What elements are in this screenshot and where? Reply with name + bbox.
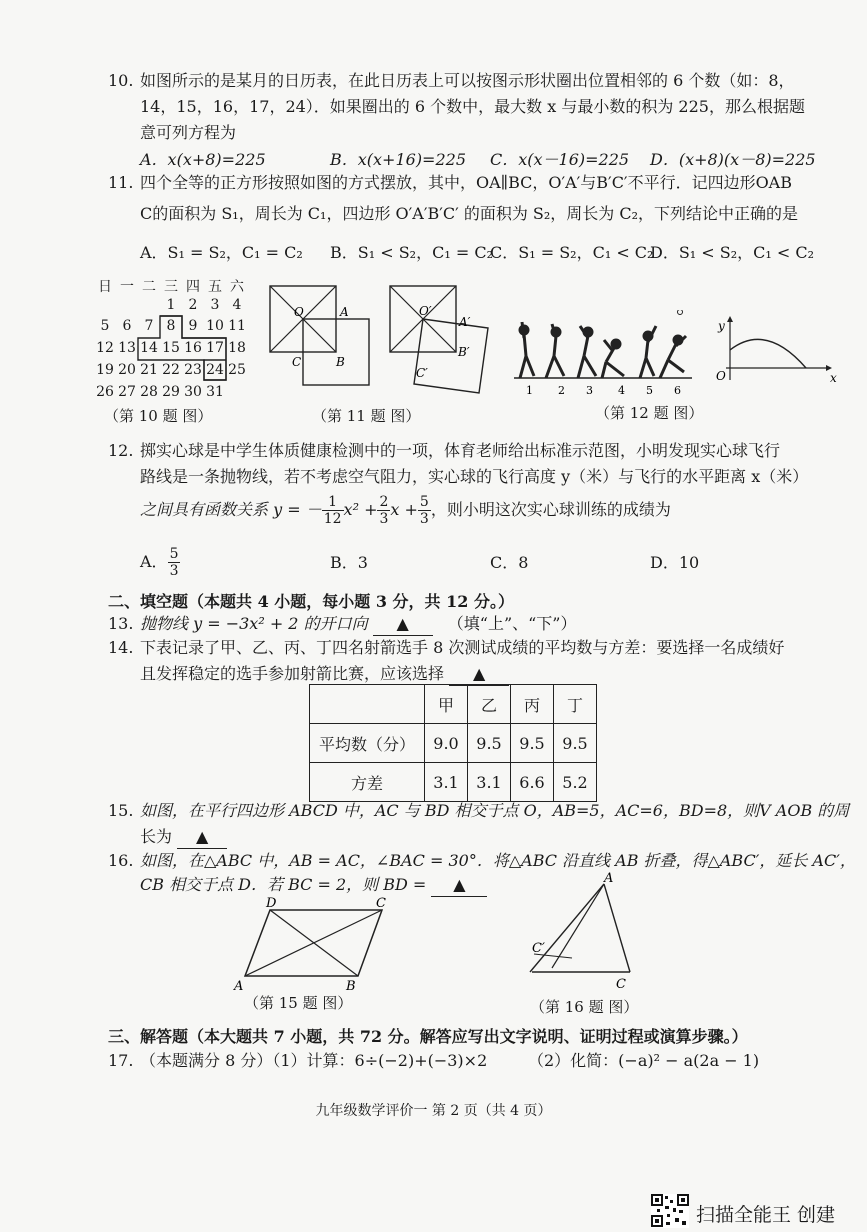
q17-part1: （本题满分 8 分）（1）计算：6÷(−2)+(−3)×2 xyxy=(140,1051,488,1070)
table-header-cell: 甲 xyxy=(425,685,468,724)
frac-denominator: 3 xyxy=(169,562,179,579)
q12-option-a-fraction xyxy=(168,546,181,579)
fig10-caption: （第 10 题 图） xyxy=(104,407,213,425)
section-2-heading: 二、填空题（本题共 4 小题，每小题 3 分，共 12 分。） xyxy=(108,592,514,611)
cal-cell: 22 xyxy=(162,362,180,378)
page-footer: 九年级数学评价一 第 2 页（共 4 页） xyxy=(315,1103,552,1119)
q12-option-d: D．10 xyxy=(650,553,700,572)
fig15-caption: （第 15 题 图） xyxy=(244,994,353,1012)
label-C: C xyxy=(376,896,386,911)
q11-line1: 四个全等的正方形按照如图的方式摆放，其中，OA∥BC，O′A′与B′C′不平行．记四边形OAB xyxy=(140,173,792,192)
pose-number: 1 xyxy=(526,384,533,397)
q10-line1: 如图所示的是某月的日历表，在此日历表上可以按图示形状圈出位置相邻的 6 个数（如：8， xyxy=(140,71,795,90)
cal-cell: 20 xyxy=(118,362,136,378)
q10-option-d: D．(x+8)(x－8)=225 xyxy=(650,150,816,169)
cal-cell: 21 xyxy=(140,362,158,378)
label-A: A xyxy=(604,871,614,886)
label-O: O xyxy=(294,305,304,319)
label-A: A xyxy=(340,305,349,319)
q13-hint: （填“上”、“下”） xyxy=(447,614,577,633)
cal-cell: 4 xyxy=(232,297,242,313)
cal-cell: 9 xyxy=(188,318,198,334)
table-header-cell xyxy=(310,685,425,724)
cal-header: 一 xyxy=(120,279,134,295)
fig12-diagram xyxy=(508,310,838,400)
q14-scores-table xyxy=(309,684,597,802)
q11-option-d: D．S₁ < S₂，C₁ < C₂ xyxy=(650,243,815,262)
cal-cell: 3 xyxy=(210,297,220,313)
fig16-caption: （第 16 题 图） xyxy=(530,998,639,1016)
q14-line1: 下表记录了甲、乙、丙、丁四名射箭选手 8 次测试成绩的平均数与方差：要选择一名成绩好 xyxy=(140,638,785,657)
fig12-caption: （第 12 题 图） xyxy=(595,404,704,422)
frac-denominator: 3 xyxy=(379,510,389,527)
fig11-diagram xyxy=(266,282,506,402)
q15-line1: 如图，在平行四边形 ABCD 中，AC 与 BD 相交于点 O，AB=5，AC=6，BD=8，则V AOB 的周 xyxy=(140,801,850,820)
cal-cell: 8 xyxy=(166,318,176,334)
q15-answer-blank[interactable]: ▲ xyxy=(177,826,227,849)
q12-option-a xyxy=(140,540,180,584)
q17-number: 17. xyxy=(108,1051,134,1070)
pose-number: 3 xyxy=(586,384,593,397)
table-cell: 9.5 xyxy=(554,724,597,763)
q12-line3 xyxy=(140,488,671,532)
cal-header: 五 xyxy=(208,279,222,295)
frac-denominator: 12 xyxy=(323,510,342,527)
cal-header: 二 xyxy=(142,279,156,295)
frac-numerator: 2 xyxy=(379,493,389,510)
origin-label: O xyxy=(716,369,726,383)
axis-y-label: y xyxy=(718,319,725,333)
cal-cell: 18 xyxy=(228,340,246,356)
q13-number: 13. xyxy=(108,614,134,633)
q14-line2 xyxy=(140,663,509,686)
cal-cell: 17 xyxy=(206,340,224,356)
cal-cell: 31 xyxy=(206,384,224,400)
q12-formula-mid2: x + xyxy=(390,500,418,519)
q10-option-c: C．x(x－16)=225 xyxy=(490,150,630,169)
label-B: B xyxy=(336,355,345,369)
pose-number: 6 xyxy=(674,384,681,397)
scanner-watermark: 扫描全能王 创建 xyxy=(696,1204,836,1226)
cal-cell: 10 xyxy=(206,318,224,334)
fig11-caption: （第 11 题 图） xyxy=(312,407,421,425)
q10-line2: 14，15，16，17，24）．如果圈出的 6 个数中，最大数 x 与最小数的积为 225，那么根据题 xyxy=(140,97,805,116)
q14-answer-blank[interactable]: ▲ xyxy=(449,663,509,686)
cal-cell: 16 xyxy=(184,340,202,356)
label-A-prime: A′ xyxy=(459,315,471,329)
table-header-row xyxy=(310,685,597,724)
calendar-highlight-shape xyxy=(94,276,254,406)
q12-formula-suffix: ，则小明这次实心球训练的成绩为 xyxy=(430,500,671,519)
fig16-triangle xyxy=(512,868,648,990)
cal-cell: 29 xyxy=(162,384,180,400)
cal-cell: 1 xyxy=(166,297,176,313)
q10-number: 10. xyxy=(108,71,134,90)
cal-cell: 2 xyxy=(188,297,198,313)
pose-number: 5 xyxy=(646,384,653,397)
cal-cell: 24 xyxy=(206,362,224,378)
cal-cell: 27 xyxy=(118,384,136,400)
q12-number: 12. xyxy=(108,441,134,460)
table-cell: 9.0 xyxy=(425,724,468,763)
label-O-prime: O′ xyxy=(419,304,432,318)
cal-cell: 7 xyxy=(144,318,154,334)
table-cell: 6.6 xyxy=(511,763,554,802)
label-B: B xyxy=(346,979,356,992)
q16-line2-text: CB 相交于点 D．若 BC = 2，则 BD = xyxy=(140,875,427,894)
q12-formula-prefix: 之间具有函数关系 y = － xyxy=(140,500,322,519)
frac-numerator: 5 xyxy=(419,493,429,510)
table-header-cell: 乙 xyxy=(468,685,511,724)
table-cell: 3.1 xyxy=(468,763,511,802)
q12-fraction-1 xyxy=(322,494,344,527)
cal-cell: 15 xyxy=(162,340,180,356)
cal-cell: 19 xyxy=(96,362,114,378)
q13-answer-blank[interactable]: ▲ xyxy=(373,613,433,636)
cal-cell: 13 xyxy=(118,340,136,356)
q12-option-b: B．3 xyxy=(330,553,368,572)
q16-answer-blank[interactable]: ▲ xyxy=(431,874,487,897)
frac-numerator: 1 xyxy=(322,494,344,511)
ball-icon xyxy=(678,310,683,315)
pose-number: 2 xyxy=(558,384,565,397)
q15-line2-text: 长为 xyxy=(140,827,173,846)
q11-option-b: B．S₁ < S₂，C₁ = C₂ xyxy=(330,243,493,262)
q10-line3: 意可列方程为 xyxy=(140,123,237,142)
q12-option-c: C．8 xyxy=(490,553,529,572)
table-header-cell: 丙 xyxy=(511,685,554,724)
cal-cell: 5 xyxy=(100,318,110,334)
q15-line2 xyxy=(140,826,227,849)
cal-cell: 25 xyxy=(228,362,246,378)
cal-cell: 26 xyxy=(96,384,114,400)
q17-part2: （2）化简：(−a)² − a(2a − 1) xyxy=(528,1051,760,1070)
q12-formula-mid1: x² + xyxy=(343,500,378,519)
cal-cell: 14 xyxy=(140,340,158,356)
label-C-prime: C′ xyxy=(416,366,428,380)
table-cell: 5.2 xyxy=(554,763,597,802)
frac-numerator: 5 xyxy=(169,545,179,562)
table-row xyxy=(310,724,597,763)
q16-line2 xyxy=(140,874,487,897)
q12-line2: 路线是一条抛物线，若不考虑空气阻力，实心球的飞行高度 y（米）与飞行的水平距离 x（米） xyxy=(140,467,809,486)
cal-cell: 12 xyxy=(96,340,114,356)
q16-line1: 如图，在△ABC 中，AB = AC，∠BAC = 30°．将△ABC 沿直线 AB 折叠，得△ABC′，延长 AC′， xyxy=(140,851,856,870)
thrower-figures-icon xyxy=(520,322,686,378)
cal-cell: 28 xyxy=(140,384,158,400)
table-cell: 9.5 xyxy=(468,724,511,763)
q14-number: 14. xyxy=(108,638,134,657)
cal-cell: 6 xyxy=(122,318,132,334)
pose-number: 4 xyxy=(618,384,625,397)
label-C-prime: C′ xyxy=(532,941,545,956)
q13-question: 抛物线 y = −3x² + 2 的开口向 xyxy=(140,614,368,633)
q13-text xyxy=(140,613,577,636)
table-cell: 3.1 xyxy=(425,763,468,802)
calendar-figure xyxy=(94,276,254,406)
frac-denominator: 3 xyxy=(419,510,429,527)
cal-header: 日 xyxy=(98,279,112,295)
table-cell: 9.5 xyxy=(511,724,554,763)
label-B-prime: B′ xyxy=(458,345,470,359)
q15-number: 15. xyxy=(108,801,134,820)
section-3-heading: 三、解答题（本大题共 7 小题，共 72 分。解答应写出文字说明、证明过程或演算步骤。） xyxy=(108,1027,748,1046)
cal-cell: 23 xyxy=(184,362,202,378)
q14-line2-text: 且发挥稳定的选手参加射箭比赛，应该选择 xyxy=(140,664,445,683)
q12-fraction-2 xyxy=(377,494,390,527)
q11-line2: C的面积为 S₁，周长为 C₁，四边形 O′A′B′C′ 的面积为 S₂，周长为 C₂，下列结论中正确的是 xyxy=(140,204,799,223)
cal-cell: 30 xyxy=(184,384,202,400)
option-label: A． xyxy=(140,552,168,571)
cal-cell: 11 xyxy=(228,318,246,334)
table-cell: 平均数（分） xyxy=(310,724,425,763)
q10-option-a: A．x(x+8)=225 xyxy=(140,150,266,169)
q12-fraction-3 xyxy=(418,494,431,527)
label-D: D xyxy=(266,896,277,911)
axis-x-label: x xyxy=(830,371,837,385)
label-C: C xyxy=(616,977,626,990)
label-C: C xyxy=(292,355,302,369)
q11-option-a: A．S₁ = S₂，C₁ = C₂ xyxy=(140,243,303,262)
table-cell: 方差 xyxy=(310,763,425,802)
table-row xyxy=(310,763,597,802)
qr-code-icon xyxy=(651,1194,689,1228)
q10-option-b: B．x(x+16)=225 xyxy=(330,150,467,169)
label-A: A xyxy=(234,979,244,992)
fig15-parallelogram xyxy=(230,896,400,992)
cal-header: 三 xyxy=(164,279,178,295)
q11-option-c: C．S₁ = S₂，C₁ < C₂ xyxy=(490,243,654,262)
cal-header: 六 xyxy=(230,279,244,295)
q12-line1: 掷实心球是中学生体质健康检测中的一项，体育老师给出标准示范图，小明发现实心球飞行 xyxy=(140,441,781,460)
table-header-cell: 丁 xyxy=(554,685,597,724)
q16-number: 16. xyxy=(108,851,134,870)
q11-number: 11. xyxy=(108,173,134,192)
cal-header: 四 xyxy=(186,279,200,295)
